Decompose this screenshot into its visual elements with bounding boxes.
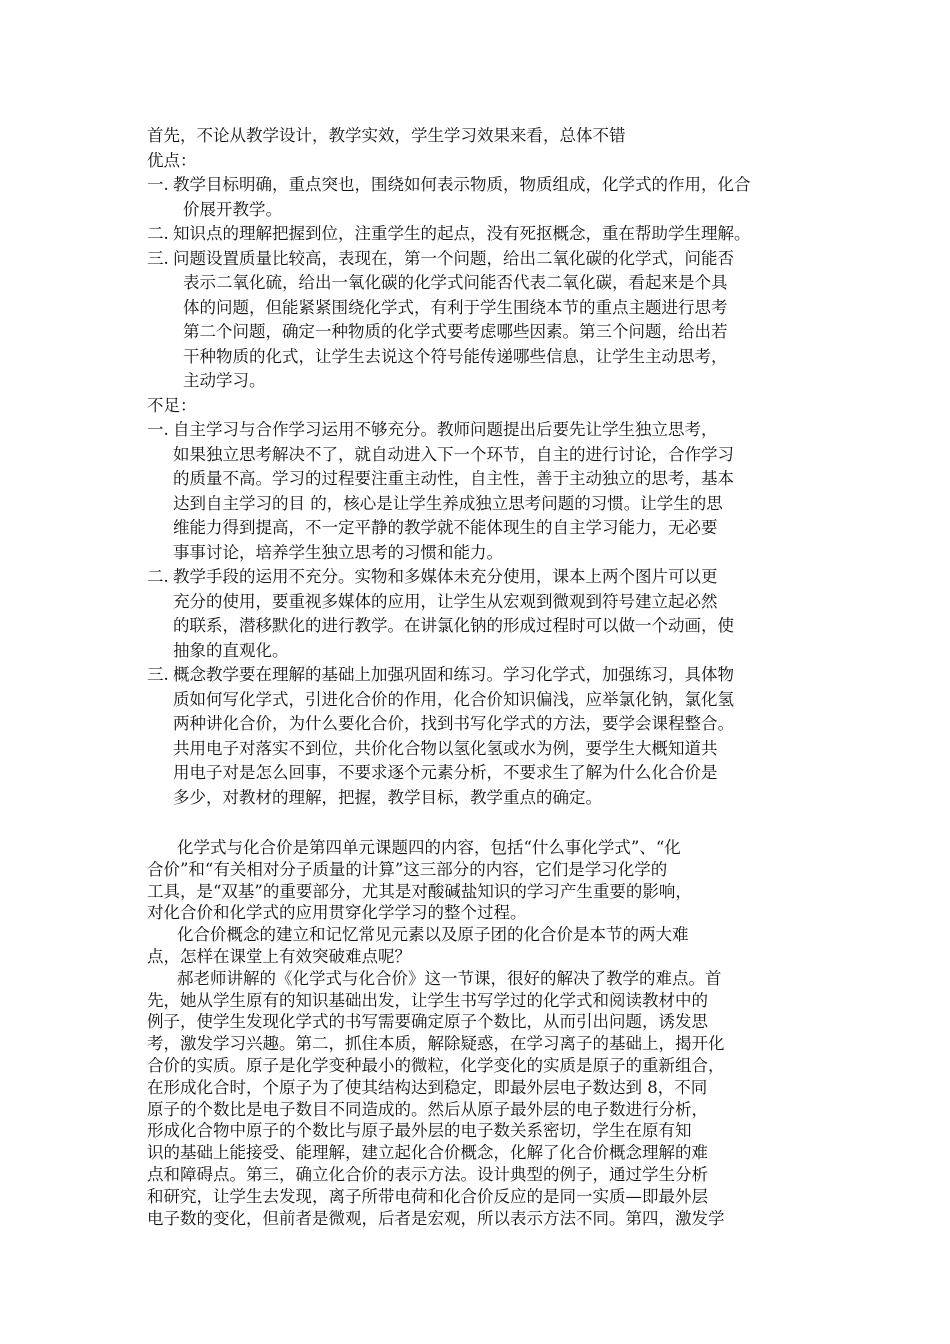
strength-item-1 <box>147 173 827 222</box>
item-line: 共用电子对落实不到位，共价化合物以氢化氢或水为例，要学生大概知道共 <box>173 738 718 758</box>
item-line: 知识点的理解把握到位，注重学生的起点，没有死抠概念，重在帮助学生理解。 <box>173 224 751 243</box>
item-line: 体的问题，但能紧紧围绕化学式，有利于学生围绕本节的重点主题进行思考 <box>183 297 728 317</box>
item-line: 的质量不高。学习的过程要注重主动性，自主性，善于主动独立的思考，基本 <box>173 469 734 488</box>
paragraph-line: 点和障碍点。第三，确立化合价的表示方法。设计典型的例子，通过学生分析 <box>147 1164 708 1184</box>
item-line: 达到自主学习的目 的，核心是让学生养成独立思考问题的习惯。让学生的思 <box>173 493 723 513</box>
paragraph-line: 合价的实质。原子是化学变种最小的微粒，化学变化的实质是原子的重新组合， <box>147 1055 725 1075</box>
item-line: 多少，对教材的理解，把握，教学目标，教学重点的确定。 <box>173 787 602 807</box>
intro-text: 首先，不论从教学设计，教学实效，学生学习效果来看，总体不错 <box>147 126 626 145</box>
item-line: 问题设置质量比较高，表现在，第一个问题，给出二氧化碳的化学式，问能否 <box>173 248 734 268</box>
paragraph-line: 考，激发学习兴趣。第二，抓住本质，解除疑惑，在学习离子的基础上，揭开化 <box>147 1034 725 1054</box>
paragraph-line: 郝老师讲解的《化学式与化合价》这一节课，很好的解决了教学的难点。首 <box>177 968 722 988</box>
item-line: 用电子对是怎么回事，不要求逐个元素分析，不要求生了解为什么化合价是 <box>173 763 718 782</box>
paragraph-line: 先，她从学生原有的知识基础出发，让学生书写学过的化学式和阅读教材中的 <box>147 990 708 1010</box>
paragraph-line: 合价”和“有关相对分子质量的计算”这三部分的内容，它们是学习化学的 <box>147 859 668 879</box>
item-line: 自主学习与合作学习运用不够充分。教师问题提出后要先让学生独立思考， <box>173 420 718 439</box>
item-line: 如果独立思考解决不了，就自动进入下一个环节，自主的进行讨论，合作学习 <box>173 444 734 464</box>
paragraph-line: 电子数的变化，但前者是微观，后者是宏观，所以表示方法不同。第四，激发学 <box>147 1208 725 1228</box>
item-line: 第二个问题，确定一种物质的化学式要考虑哪些因素。第三个问题，给出若 <box>183 322 728 341</box>
paragraph-line: 点，怎样在课堂上有效突破难点呢？ <box>147 946 411 966</box>
item-line: 质如何写化学式，引进化合价的作用，化合价知识偏浅，应举氯化钠，氯化氢 <box>173 689 734 709</box>
strength-item-3 <box>147 247 827 394</box>
item-line: 的联系，潜移默化的进行教学。在讲氯化钠的形成过程时可以做一个动画，使 <box>173 616 734 635</box>
paragraph-line: 化学式与化合价是第四单元课题四的内容，包括“什么事化学式”、“化 <box>177 838 681 857</box>
item-line: 干种物质的化式，让学生去说这个符号能传递哪些信息，让学生主动思考， <box>183 346 728 366</box>
item-line: 抽象的直观化。 <box>173 640 289 660</box>
item-number: 一. <box>147 175 169 194</box>
paragraph <box>147 837 815 924</box>
weakness-item-3 <box>147 663 827 810</box>
item-line: 事事讨论，培养学生独立思考的习惯和能力。 <box>173 542 503 562</box>
paragraph-line: 工具，是“双基”的重要部分，尤其是对酸碱盐知识的学习产生重要的影响， <box>147 881 692 901</box>
paragraph-line: 和研究，让学生去发现，离子所带电荷和化合价反应的是同一实质—即最外层 <box>147 1186 708 1206</box>
item-number: 三. <box>147 665 169 684</box>
item-line: 表示二氧化硫，给出一氧化碳的化学式问能否代表二氧化碳，看起来是个具 <box>183 273 728 292</box>
paragraph-line: 形成化合物中原子的个数比与原子最外层的电子数关系密切，学生在原有知 <box>147 1121 692 1141</box>
item-number: 一. <box>147 420 169 439</box>
weakness-item-1 <box>147 418 827 565</box>
weakness-item-2 <box>147 565 827 663</box>
item-line: 主动学习。 <box>183 371 266 390</box>
strengths-heading: 优点： <box>147 150 197 170</box>
item-number: 二. <box>147 224 169 243</box>
paragraph-line: 原子的个数比是电子数目不同造成的。然后从原子最外层的电子数进行分析， <box>147 1099 708 1119</box>
evaluation-section <box>147 124 827 810</box>
item-number: 三. <box>147 248 169 268</box>
paragraph <box>147 924 815 968</box>
weaknesses-heading: 不足： <box>147 395 197 415</box>
item-line: 教学手段的运用不充分。实物和多媒体未充分使用，课本上两个图片可以更 <box>173 567 718 586</box>
item-line: 维能力得到提高，不一定平静的教学就不能体现生的自主学习能力，无必要 <box>173 518 718 537</box>
item-number: 二. <box>147 567 169 586</box>
item-line: 两种讲化合价，为什么要化合价，找到书写化学式的方法，要学会课程整合。 <box>173 714 734 733</box>
paragraph-line: 对化合价和化学式的应用贯穿化学学习的整个过程。 <box>147 903 527 923</box>
paragraph-line: 识的基础上能接受、能理解，建立起化合价概念，化解了化合价概念理解的难 <box>147 1143 708 1163</box>
paragraph <box>147 968 815 1230</box>
item-line: 充分的使用，要重视多媒体的应用，让学生从宏观到微观到符号建立起必然 <box>173 591 718 611</box>
paragraph-line: 例子，使学生发现化学式的书写需要确定原子个数比，从而引出问题，诱发思 <box>147 1012 708 1032</box>
commentary-section <box>147 837 815 1229</box>
strength-item-2 <box>147 222 827 247</box>
item-line: 价展开教学。 <box>183 199 282 219</box>
item-line: 概念教学要在理解的基础上加强巩固和练习。学习化学式，加强练习，具体物 <box>173 665 734 684</box>
item-line: 教学目标明确，重点突也，围绕如何表示物质，物质组成，化学式的作用，化合 <box>173 175 751 194</box>
paragraph-line: 在形成化合时，个原子为了使其结构达到稳定，即最外层电子数达到 8，不同 <box>147 1077 708 1097</box>
paragraph-line: 化合价概念的建立和记忆常见元素以及原子团的化合价是本节的两大难 <box>177 925 689 945</box>
